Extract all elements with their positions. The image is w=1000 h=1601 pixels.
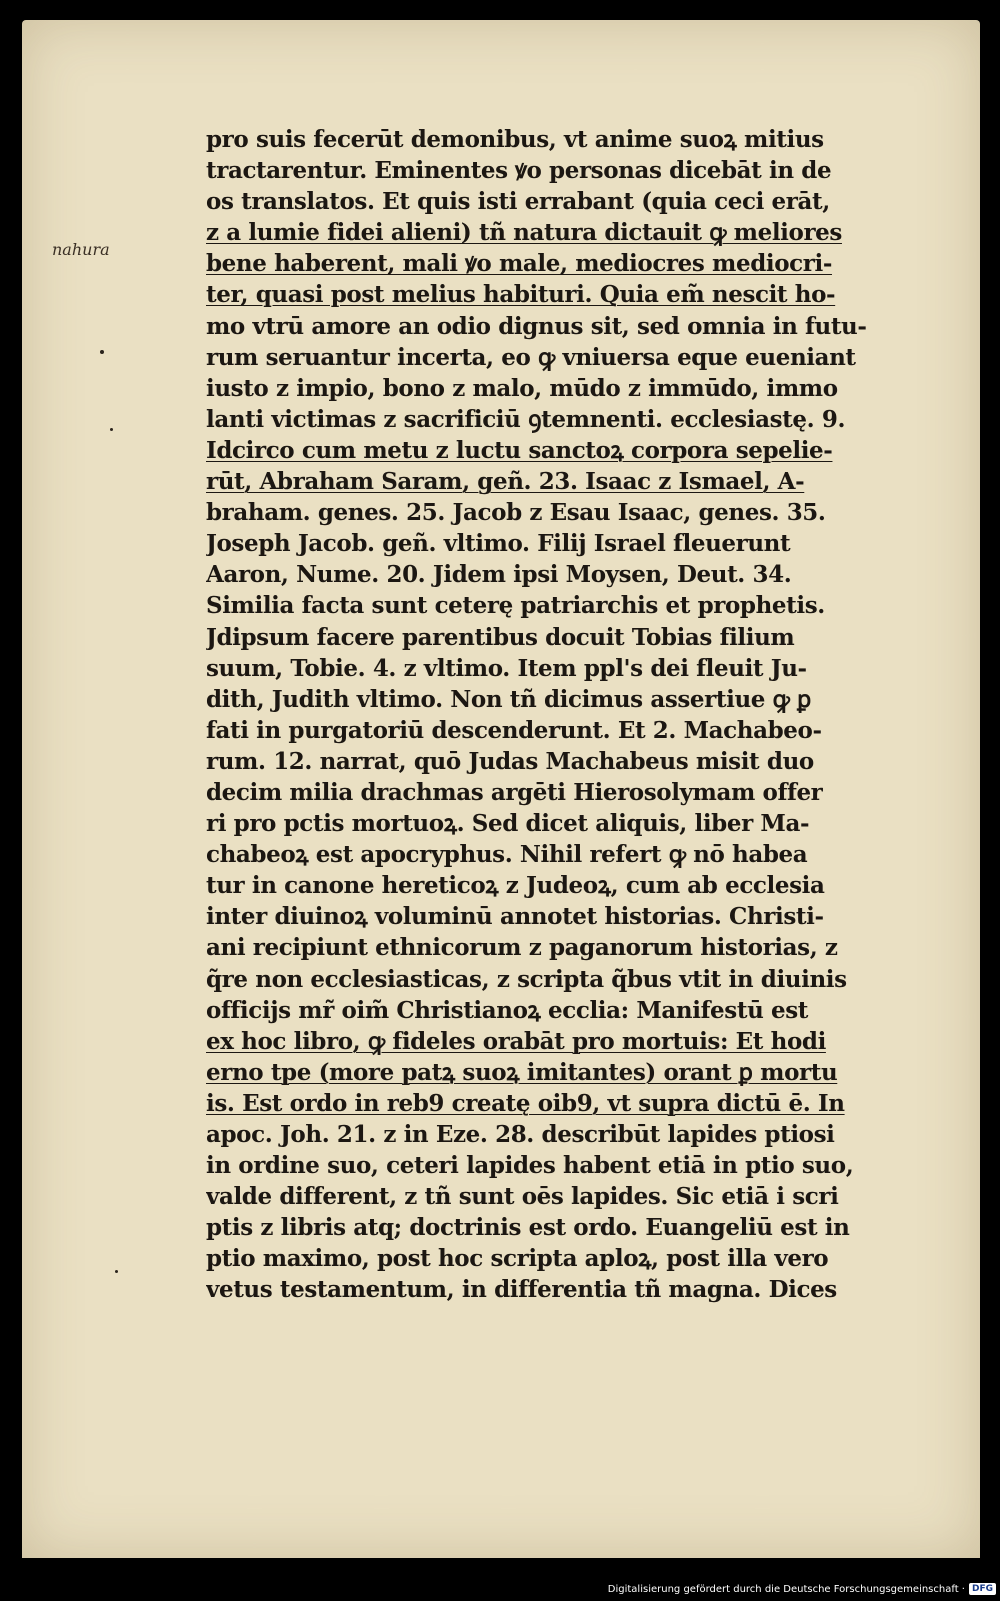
text-line: valde different, z tñ sunt oēs lapides. Sic etiā i scri <box>206 1183 839 1211</box>
text-line: ter, quasi post melius habituri. Quia em̃ nescit ho- <box>206 281 836 309</box>
ink-speck <box>110 428 113 431</box>
footer-text: Digitalisierung gefördert durch die Deutsche Forschungsgemeinschaft · <box>607 1583 965 1595</box>
ink-speck <box>100 350 104 354</box>
text-line: Similia facta sunt ceterę patriarchis et prophetis. <box>206 592 825 620</box>
margin-annotation: nahura <box>52 240 110 259</box>
text-line: os translatos. Et quis isti errabant (quia ceci erāt, <box>206 188 830 216</box>
text-line: Aaron, Nume. 20. Jidem ipsi Moysen, Deut. 34. <box>206 561 792 589</box>
text-line: apoc. Joh. 21. z in Eze. 28. describūt lapides ptiosi <box>206 1121 835 1148</box>
text-line: fati in purgatoriū descenderunt. Et 2. Machabeo- <box>206 716 822 744</box>
text-line: ptis z libris atq; doctrinis est ordo. Euangeliū est in <box>206 1214 850 1242</box>
text-line: z a lumie fidei alieni) tñ natura dictauit ꝙ meliores <box>206 219 842 247</box>
dfg-logo: DFG <box>969 1583 996 1595</box>
text-line: erno tpe (more patꝝ suoꝝ imitantes) orant ꝑ mortu <box>206 1058 838 1086</box>
text-line: dith, Judith vltimo. Non tñ dicimus assertiue ꝙ ꝑ <box>206 685 811 713</box>
text-line: decim milia drachmas argēti Hierosolymam offer <box>206 778 823 806</box>
text-line: ri pro pctis mortuoꝝ. Sed dicet aliquis, liber Ma- <box>206 810 810 838</box>
text-line: rūt, Abraham Saram, geñ. 23. Isaac z Ismael, A- <box>206 468 805 496</box>
text-line: mo vtrū amore an odio dignus sit, sed omnia in futu- <box>206 312 867 340</box>
text-block <box>206 124 926 1306</box>
text-line: in ordine suo, ceteri lapides habent etiā in ptio suo, <box>206 1152 854 1180</box>
text-line: rum. 12. narrat, quō Judas Machabeus misit duo <box>206 747 814 775</box>
text-line: rum seruantur incerta, eo ꝙ vniuersa eque eueniant <box>206 343 856 371</box>
text-line: suum, Tobie. 4. z vltimo. Item ppl's dei fleuit Ju- <box>206 654 807 682</box>
text-line: inter diuinoꝝ voluminū annotet historias. Christi- <box>206 903 824 931</box>
ink-speck <box>115 1270 118 1273</box>
text-line: braham. genes. 25. Jacob z Esau Isaac, genes. 35. <box>206 499 826 527</box>
text-line: vetus testamentum, in differentia tñ magna. Dices <box>206 1276 837 1304</box>
text-line: ani recipiunt ethnicorum z paganorum historias, z <box>206 934 838 962</box>
text-line: lanti victimas z sacrificiū ꝯtemnenti. ecclesiastę. 9. <box>206 405 846 433</box>
text-line: bene haberent, mali ꝟo male, mediocres mediocri- <box>206 250 832 278</box>
text-line: Idcirco cum metu z luctu sanctoꝝ corpora sepelie- <box>206 436 833 464</box>
text-line: is. Est ordo in reb9 creatę oib9, vt supra dictū ē. In <box>206 1089 845 1117</box>
text-line: pro suis fecerūt demonibus, vt anime suoꝝ mitius <box>206 126 824 153</box>
text-line: q̃re non ecclesiasticas, z scripta q̃bus vtit in diuinis <box>206 965 847 993</box>
text-line: officijs mr̃ oim̃ Christianoꝝ ecclia: Manifestū est <box>206 996 809 1024</box>
text-line: iusto z impio, bono z malo, mūdo z immūdo, immo <box>206 374 838 402</box>
text-line: Jdipsum facere parentibus docuit Tobias filium <box>206 623 795 651</box>
text-line: ex hoc libro, ꝙ fideles orabāt pro mortuis: Et hodi <box>206 1027 826 1055</box>
text-line: Joseph Jacob. geñ. vltimo. Filij Israel fleuerunt <box>206 530 791 558</box>
text-line: tractarentur. Eminentes ꝟo personas dicebāt in de <box>206 157 832 185</box>
book-page <box>22 20 980 1558</box>
text-line: chabeoꝝ est apocryphus. Nihil refert ꝙ nō habea <box>206 841 808 869</box>
text-line: ptio maximo, post hoc scripta aploꝝ, post illa vero <box>206 1245 829 1273</box>
text-line: tur in canone hereticoꝝ z Judeoꝝ, cum ab ecclesia <box>206 872 825 900</box>
footer-credit <box>608 1583 996 1595</box>
